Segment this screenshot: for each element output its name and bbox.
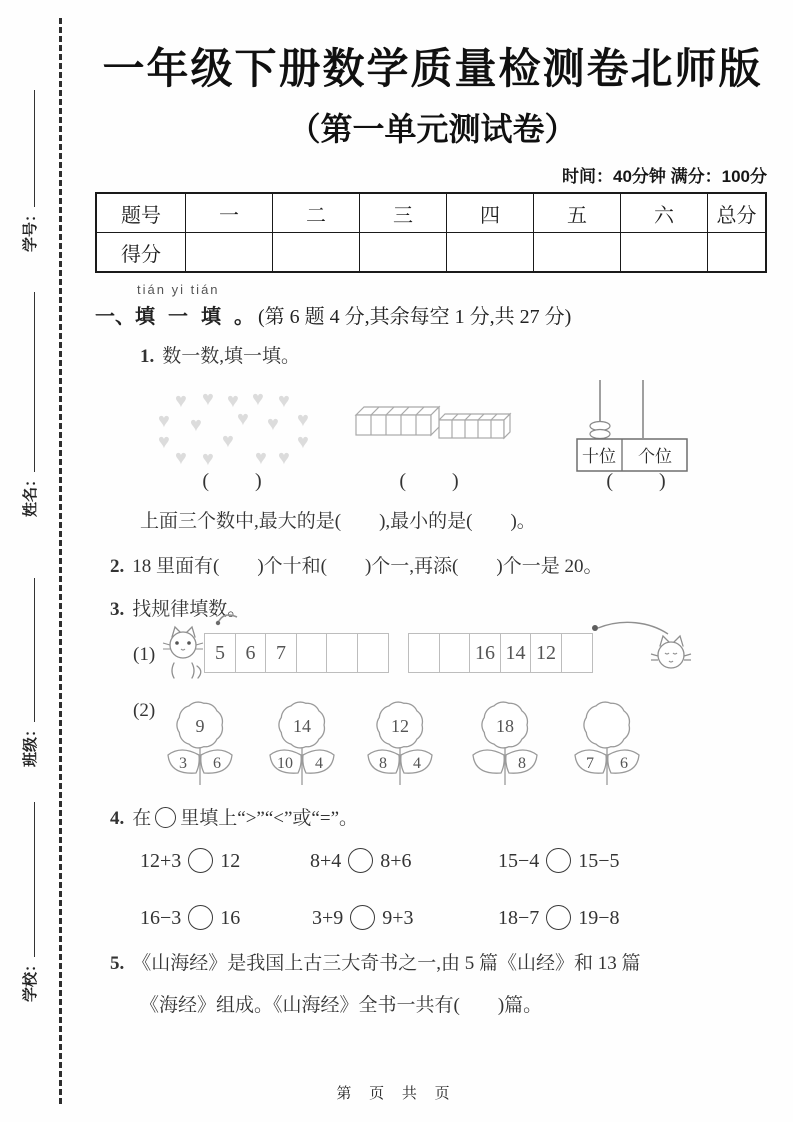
question-number: 4. xyxy=(110,808,125,829)
question-2 xyxy=(110,551,602,578)
comparison-item xyxy=(498,848,620,873)
number-strip-increasing xyxy=(204,633,389,673)
score-table-cell: 题号 xyxy=(96,193,186,233)
score-table-cell: 四 xyxy=(447,193,534,233)
score-blank-cell xyxy=(621,233,708,273)
left-expression: 8+4 xyxy=(310,850,342,872)
leaf-addend: 3 xyxy=(179,755,187,772)
heart-icon: ♥ xyxy=(255,447,267,469)
strip-cell-blank xyxy=(439,633,471,673)
question-number: 1. xyxy=(140,346,155,367)
heart-icon: ♥ xyxy=(237,408,249,430)
abacus-bead xyxy=(590,430,610,439)
right-expression: 19−8 xyxy=(578,907,620,929)
question-text: 里填上“>”“<”或“=”。 xyxy=(180,808,359,829)
question-1-summary: 上面三个数中,最大的是( ),最小的是( )。 xyxy=(140,511,536,532)
leaf-addend: 7 xyxy=(586,755,594,772)
score-table-cell: 一 xyxy=(186,193,273,233)
margin-field-student-number xyxy=(14,85,48,252)
question-text: 在 xyxy=(132,808,152,829)
section-points-note: (第 6 题 4 分,其余每空 1 分,共 27 分) xyxy=(258,306,572,328)
time-score-line: 时间：40分钟 满分：100分 xyxy=(562,167,767,186)
comparison-item xyxy=(312,905,414,930)
heart-icon: ♥ xyxy=(175,390,187,412)
question-5-line2: 《海经》组成。《山海经》全书一共有( )篇。 xyxy=(140,995,543,1016)
base-ten-blocks-figure xyxy=(352,400,514,455)
page-subtitle: （第一单元测试卷） xyxy=(288,111,577,147)
question-5 xyxy=(110,948,641,975)
comparison-item xyxy=(498,905,620,930)
leaf-addend: 10 xyxy=(277,755,293,772)
left-expression: 3+9 xyxy=(312,907,344,929)
flower-sum: 18 xyxy=(496,716,514,736)
right-expression: 9+3 xyxy=(382,907,414,929)
flower-sum: 9 xyxy=(195,716,205,736)
margin-label: 学校： xyxy=(23,956,39,1002)
margin-field-name xyxy=(14,287,48,517)
right-expression: 15−5 xyxy=(578,850,620,872)
strip-cell-blank xyxy=(408,633,440,673)
strip-cell: 14 xyxy=(500,633,532,673)
compare-circle xyxy=(546,848,571,873)
strip-cell: 6 xyxy=(235,633,267,673)
score-table-cell: 总分 xyxy=(708,193,767,233)
flower-figure xyxy=(155,695,245,800)
margin-write-line xyxy=(18,802,35,957)
subquestion-label: (1) xyxy=(133,644,156,665)
strip-cell-blank xyxy=(357,633,389,673)
question-text: 找规律填数。 xyxy=(132,599,247,620)
heart-icon: ♥ xyxy=(222,430,234,452)
left-expression: 15−4 xyxy=(498,850,540,872)
score-table-score-row xyxy=(96,233,766,273)
heart-icon: ♥ xyxy=(202,388,214,410)
margin-field-class xyxy=(14,573,48,767)
score-table xyxy=(95,192,767,273)
question-4 xyxy=(110,803,358,830)
cat-tail-doodle xyxy=(214,610,242,631)
score-table-cell: 得分 xyxy=(96,233,186,273)
answer-blank: ( ) xyxy=(202,470,264,492)
compare-circle xyxy=(188,848,213,873)
section-title: 填 一 填 。 xyxy=(135,306,258,328)
strip-cell: 12 xyxy=(530,633,562,673)
ones-place-label: 个位 xyxy=(638,447,672,466)
score-blank-cell xyxy=(360,233,447,273)
score-blank-cell xyxy=(447,233,534,273)
cat-right-figure xyxy=(588,616,696,681)
flower-figure xyxy=(460,695,550,800)
heart-icon: ♥ xyxy=(278,447,290,469)
left-expression: 16−3 xyxy=(140,907,182,929)
page-title: 一年级下册数学质量检测卷北师版 xyxy=(102,45,763,92)
cat-left-figure xyxy=(160,624,206,685)
compare-circle xyxy=(348,848,373,873)
strip-cell: 16 xyxy=(469,633,501,673)
number-strip-decreasing xyxy=(408,633,593,673)
compare-circle xyxy=(155,807,176,828)
margin-field-school xyxy=(14,797,48,1002)
strip-cell: 5 xyxy=(204,633,236,673)
margin-write-line xyxy=(18,292,35,472)
score-blank-cell xyxy=(186,233,273,273)
score-table-cell: 二 xyxy=(273,193,360,233)
strip-cell-blank xyxy=(296,633,328,673)
left-expression: 18−7 xyxy=(498,907,540,929)
compare-circle xyxy=(350,905,375,930)
flower-figure xyxy=(257,695,347,800)
question-text: 《山海经》是我国上古三大奇书之一,由 5 篇《山经》和 13 篇 xyxy=(132,953,641,974)
margin-write-line xyxy=(18,90,35,207)
margin-label: 姓名： xyxy=(23,471,39,517)
score-table-header-row xyxy=(96,193,766,233)
right-expression: 16 xyxy=(220,907,241,929)
score-blank-cell xyxy=(273,233,360,273)
score-table-cell: 三 xyxy=(360,193,447,233)
heart-icon: ♥ xyxy=(175,447,187,469)
comparison-item xyxy=(140,905,240,930)
section1-heading xyxy=(95,282,572,329)
heart-icon: ♥ xyxy=(158,410,170,432)
question-number: 2. xyxy=(110,556,125,577)
heart-icon: ♥ xyxy=(158,431,170,453)
margin-label: 学号： xyxy=(23,206,39,252)
compare-circle xyxy=(546,905,571,930)
margin-label: 班级： xyxy=(23,721,39,767)
right-expression: 12 xyxy=(220,850,241,872)
seal-dashed-line xyxy=(59,18,62,1104)
right-expression: 8+6 xyxy=(380,850,412,872)
heart-icon: ♥ xyxy=(267,413,279,435)
comparison-item xyxy=(310,848,412,873)
left-expression: 12+3 xyxy=(140,850,182,872)
heart-icon: ♥ xyxy=(297,431,309,453)
pinyin-annotation: tián yi tián xyxy=(137,282,220,297)
heart-icon: ♥ xyxy=(190,414,202,436)
flower-figure xyxy=(355,695,445,800)
section-number: 一、 xyxy=(95,306,135,328)
leaf-addend: 4 xyxy=(413,755,421,772)
score-blank-cell xyxy=(708,233,767,273)
heart-icon: ♥ xyxy=(202,448,214,470)
flower-sum: 14 xyxy=(293,716,311,736)
leaf-addend: 8 xyxy=(379,755,387,772)
heart-icon: ♥ xyxy=(278,390,290,412)
strip-cell-blank xyxy=(326,633,358,673)
comparison-item xyxy=(140,848,240,873)
heart-icon: ♥ xyxy=(297,409,309,431)
leaf-addend: 4 xyxy=(315,755,323,772)
flower-sum: 12 xyxy=(391,716,409,736)
leaf-addend: 6 xyxy=(213,755,221,772)
tens-place-label: 十位 xyxy=(582,447,616,466)
strip-cell: 7 xyxy=(265,633,297,673)
heart-icon: ♥ xyxy=(252,388,264,410)
subquestion-label: (2) xyxy=(133,700,156,721)
leaf-addend: 8 xyxy=(518,755,526,772)
page-footer: 第 页 共 页 xyxy=(336,1086,457,1102)
margin-write-line xyxy=(18,578,35,722)
flower-figure xyxy=(562,695,652,800)
question-text: 18 里面有( )个十和( )个一,再添( )个一是 20。 xyxy=(132,556,603,577)
score-blank-cell xyxy=(534,233,621,273)
question-number: 5. xyxy=(110,953,125,974)
question-text: 数一数,填一填。 xyxy=(162,346,301,367)
answer-blank: ( ) xyxy=(399,470,461,492)
answer-blank: ( ) xyxy=(606,470,668,492)
compare-circle xyxy=(188,905,213,930)
leaf-addend: 6 xyxy=(620,755,628,772)
question-number: 3. xyxy=(110,599,125,620)
score-table-cell: 五 xyxy=(534,193,621,233)
score-table-cell: 六 xyxy=(621,193,708,233)
question-1 xyxy=(140,341,300,368)
heart-icon: ♥ xyxy=(227,390,239,412)
hearts-figure xyxy=(145,388,325,468)
